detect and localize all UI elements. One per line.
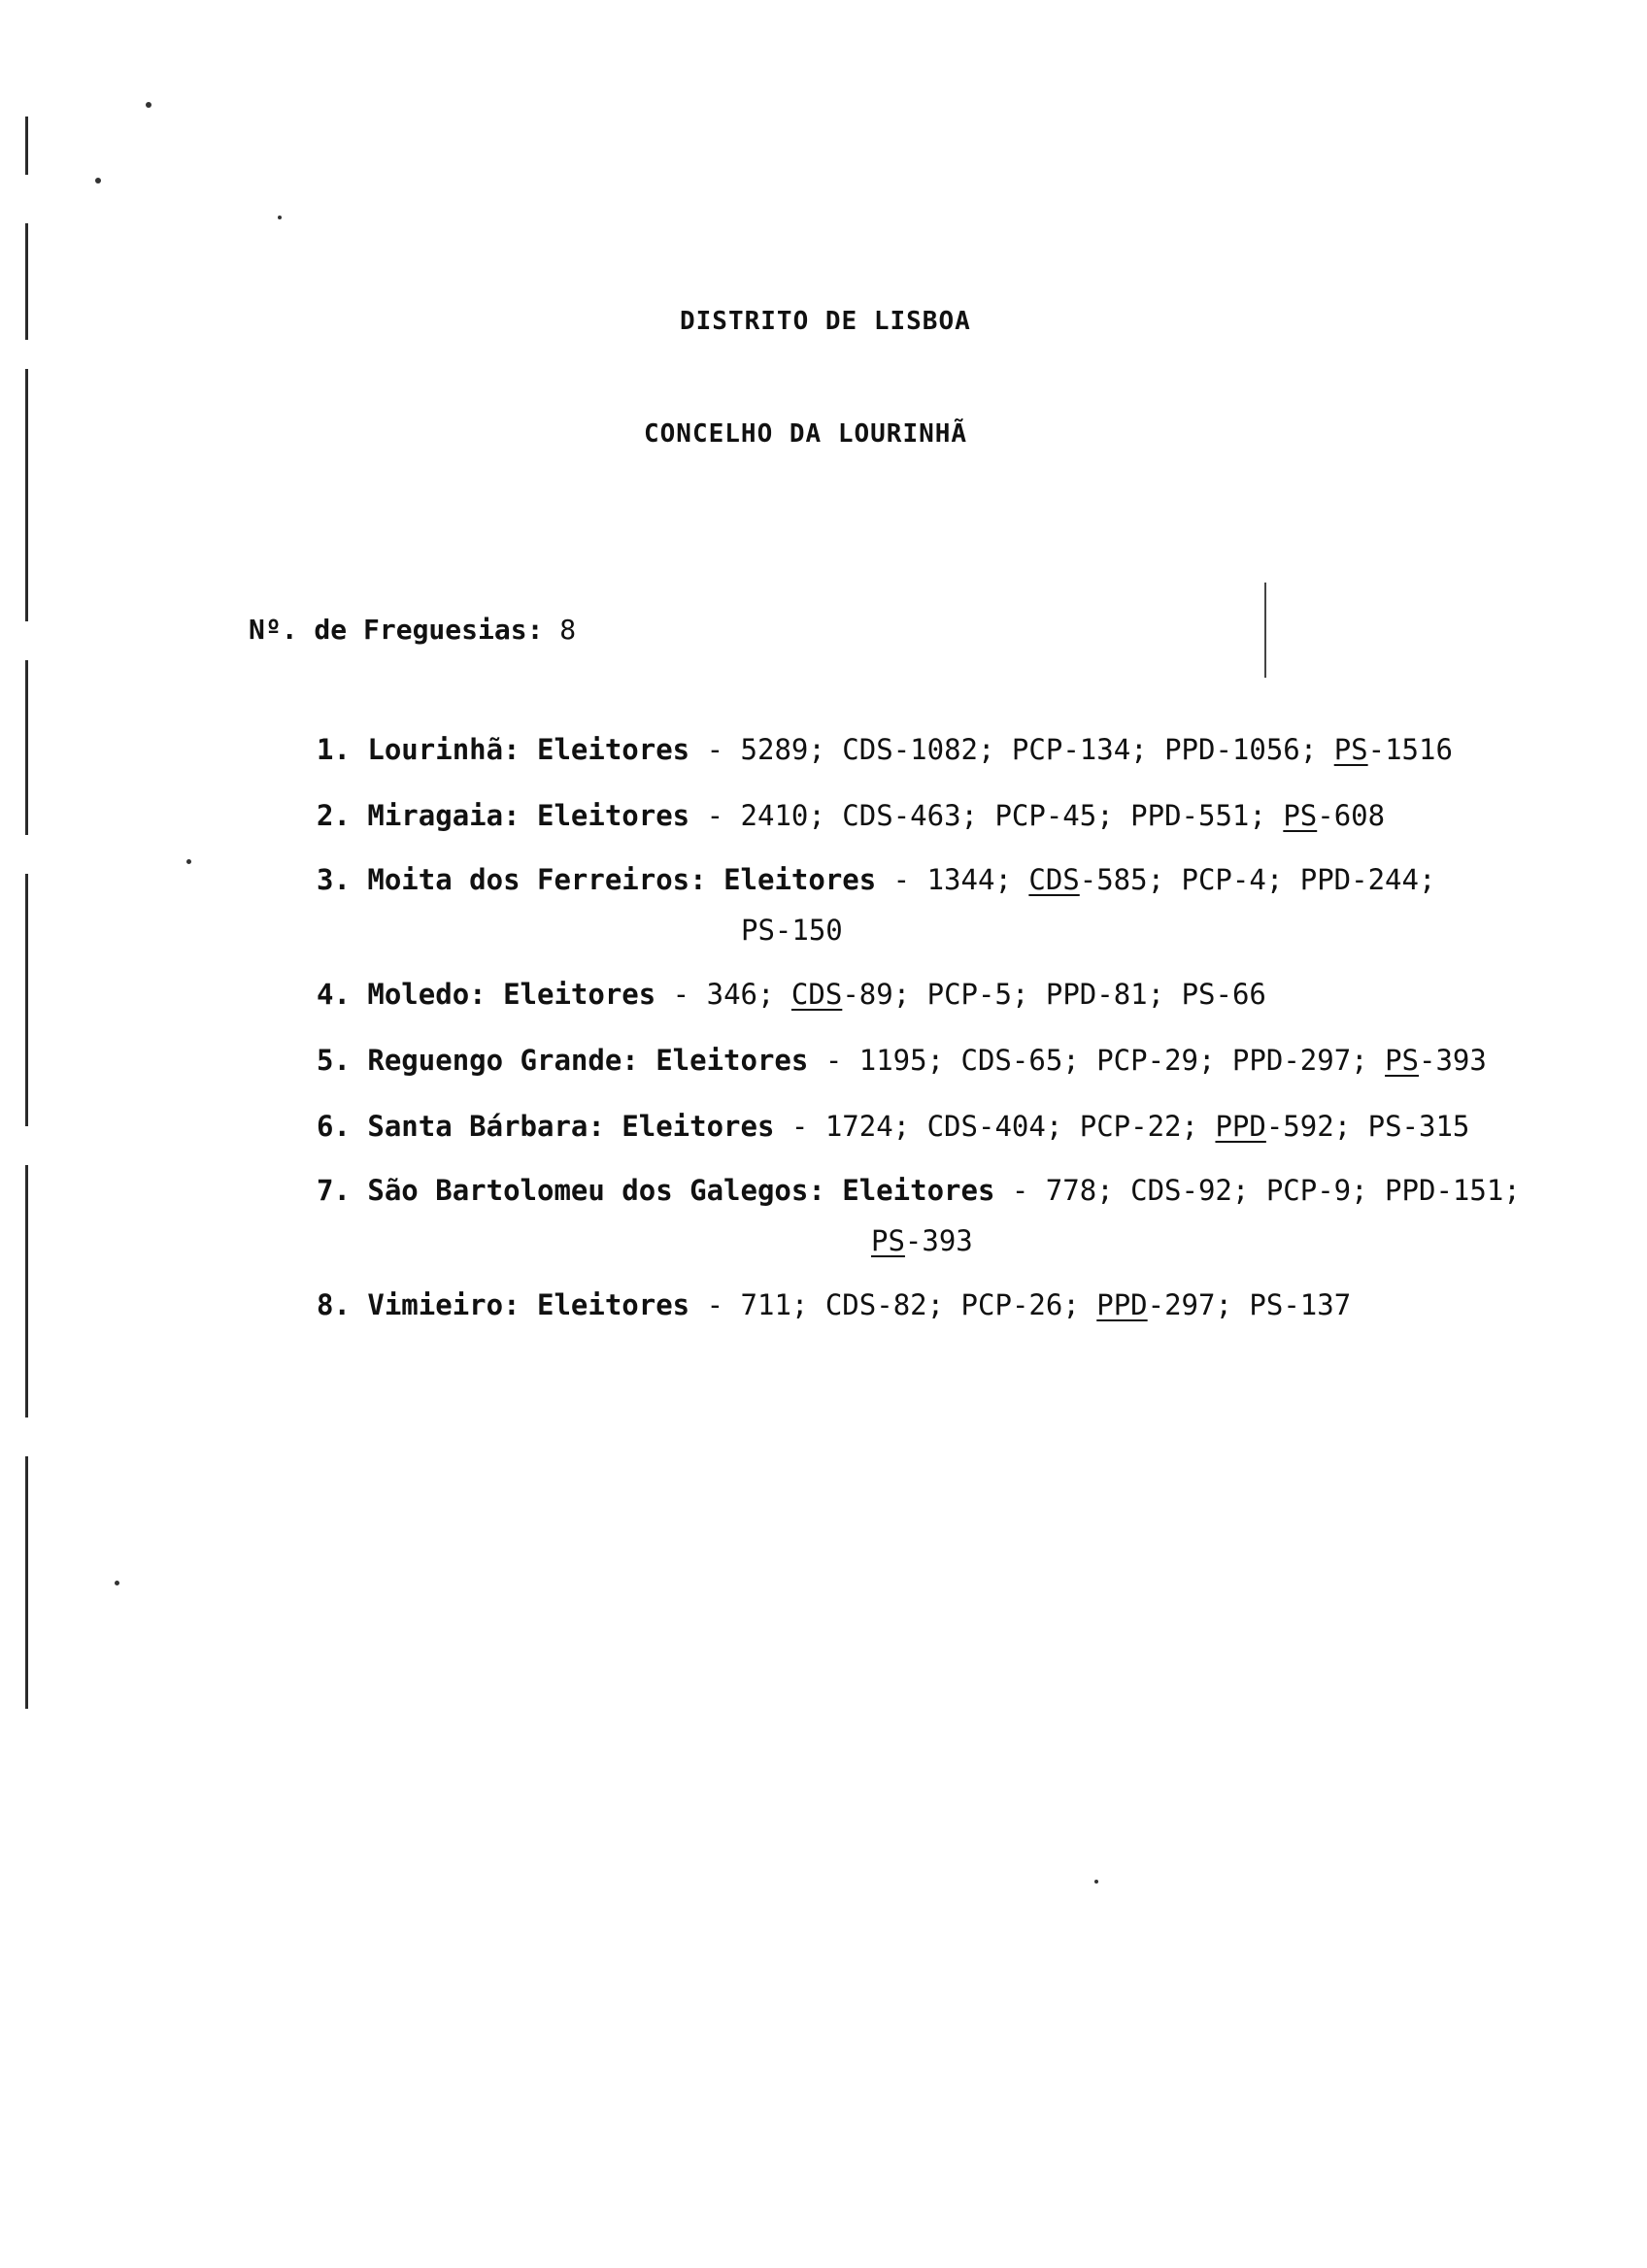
party-result: PCP-29 — [1096, 1044, 1198, 1077]
parish-entry: 7. São Bartolomeu dos Galegos: Eleitores - 778; CDS-92; PCP-9; PPD-151; PS-393 — [317, 1165, 1521, 1266]
party-result: PPD-244 — [1299, 863, 1419, 896]
voters-count: 1724 — [824, 1110, 893, 1143]
party-result: CDS-463 — [842, 799, 961, 832]
separator: - — [876, 863, 927, 896]
party-result: PS-1516 — [1333, 733, 1453, 766]
party-result: PCP-22 — [1079, 1110, 1182, 1143]
voters-count: 346 — [706, 978, 757, 1011]
voters-label: Eleitores — [537, 799, 690, 832]
party-name: PS — [1385, 1044, 1419, 1077]
scan-edge-mark — [25, 874, 28, 1126]
parish-name: Miragaia: — [367, 799, 521, 832]
parish-name: Moita dos Ferreiros: — [367, 863, 707, 896]
parish-entry: 6. Santa Bárbara: Eleitores - 1724; CDS-404; PCP-22; PPD-592; PS-315 — [317, 1110, 1470, 1143]
party-name: CDS — [1028, 863, 1080, 896]
party-name: PPD — [1231, 1044, 1284, 1077]
party-name: PCP — [1265, 1174, 1318, 1207]
voters-count: 1195 — [858, 1044, 927, 1077]
party-name: PS — [1249, 1288, 1284, 1321]
voters-label: Eleitores — [622, 1110, 775, 1143]
scan-speck — [115, 1581, 119, 1585]
separator: - — [774, 1110, 825, 1143]
scan-speck — [1094, 1880, 1098, 1884]
party-result: CDS-89 — [790, 978, 893, 1011]
party-name: CDS — [926, 1110, 978, 1143]
party-result: CDS-1082 — [842, 733, 978, 766]
party-result: PPD-297 — [1096, 1288, 1216, 1321]
parish-number: 2. — [317, 799, 351, 832]
scan-edge-mark — [25, 1165, 28, 1418]
party-result: CDS-404 — [926, 1110, 1046, 1143]
parish-number: 5. — [317, 1044, 351, 1077]
party-name: PS — [1367, 1110, 1402, 1143]
municipality-title: CONCELHO DA LOURINHÃ — [644, 419, 968, 449]
party-name: PPD — [1164, 733, 1216, 766]
party-name: PCP — [926, 978, 979, 1011]
party-result: CDS-82 — [824, 1288, 927, 1321]
scan-edge-mark — [25, 1456, 28, 1709]
party-result: PCP-45 — [994, 799, 1097, 832]
separator: - — [994, 1174, 1046, 1207]
party-name: PCP — [1181, 863, 1232, 896]
voters-label: Eleitores — [537, 1288, 690, 1321]
party-name: CDS — [842, 733, 893, 766]
party-name: PS — [871, 1224, 905, 1257]
party-result: PS-137 — [1249, 1288, 1352, 1321]
party-name: PPD — [1385, 1174, 1436, 1207]
voters-label: Eleitores — [723, 863, 877, 896]
separator: - — [689, 799, 741, 832]
party-name: PPD — [1045, 978, 1097, 1011]
party-name: CDS — [824, 1288, 877, 1321]
party-name: PS — [1333, 733, 1368, 766]
separator: - — [689, 733, 741, 766]
party-result: CDS-65 — [960, 1044, 1063, 1077]
parish-entry: 3. Moita dos Ferreiros: Eleitores - 1344; CDS-585; PCP-4; PPD-244; PS-150 — [317, 854, 1435, 955]
parish-number: 3. — [317, 863, 351, 896]
party-name: PPD — [1096, 1288, 1148, 1321]
party-name: PS — [1283, 799, 1318, 832]
voters-label: Eleitores — [842, 1174, 995, 1207]
parish-entry: 4. Moledo: Eleitores - 346; CDS-89; PCP-5; PPD-81; PS-66 — [317, 978, 1266, 1011]
scan-speck — [278, 216, 282, 219]
voters-label: Eleitores — [655, 1044, 809, 1077]
party-result: PPD-81 — [1045, 978, 1148, 1011]
party-result: PPD-151 — [1385, 1174, 1504, 1207]
scan-speck — [146, 102, 151, 108]
party-result: PS-150 — [741, 914, 843, 947]
scan-vertical-mark — [1264, 583, 1266, 678]
parish-entry: 1. Lourinhã: Eleitores - 5289; CDS-1082; PCP-134; PPD-1056; PS-1516 — [317, 733, 1453, 766]
parish-number: 4. — [317, 978, 351, 1011]
scan-edge-mark — [25, 660, 28, 835]
scan-speck — [186, 859, 191, 864]
party-name: CDS — [842, 799, 893, 832]
parish-name: Santa Bárbara: — [367, 1110, 605, 1143]
parish-number: 6. — [317, 1110, 351, 1143]
continuation-line — [317, 905, 1435, 955]
separator: - — [655, 978, 707, 1011]
party-result: PPD-297 — [1231, 1044, 1352, 1077]
party-name: PCP — [1096, 1044, 1148, 1077]
parish-entry: 2. Miragaia: Eleitores - 2410; CDS-463; PCP-45; PPD-551; PS-608 — [317, 799, 1386, 832]
parish-name: São Bartolomeu dos Galegos: — [367, 1174, 825, 1207]
party-result: PPD-592 — [1215, 1110, 1334, 1143]
party-result: PS-66 — [1181, 978, 1266, 1011]
parish-name: Vimieiro: — [367, 1288, 521, 1321]
separator: - — [689, 1288, 741, 1321]
voters-count: 711 — [740, 1288, 791, 1321]
scan-edge-mark — [25, 117, 28, 175]
party-name: CDS — [790, 978, 843, 1011]
parish-name: Lourinhã: — [367, 733, 521, 766]
district-title: DISTRITO DE LISBOA — [680, 307, 971, 336]
voters-count: 1344 — [926, 863, 995, 896]
party-name: PCP — [960, 1288, 1012, 1321]
party-result: CDS-92 — [1130, 1174, 1232, 1207]
parish-count-value: 8 — [559, 614, 577, 646]
party-result: CDS-585 — [1028, 863, 1148, 896]
parish-name: Reguengo Grande: — [367, 1044, 639, 1077]
party-result: PCP-5 — [926, 978, 1012, 1011]
party-name: PS — [741, 914, 775, 947]
party-name: PCP — [1011, 733, 1063, 766]
party-name: PS — [1181, 978, 1216, 1011]
parish-entry: 5. Reguengo Grande: Eleitores - 1195; CDS-65; PCP-29; PPD-297; PS-393 — [317, 1044, 1487, 1077]
party-name: CDS — [960, 1044, 1012, 1077]
party-name: PCP — [994, 799, 1046, 832]
parish-count — [249, 614, 576, 646]
parish-count-label: Nº. de Freguesias: — [249, 614, 544, 646]
parish-number: 7. — [317, 1174, 351, 1207]
party-name: PPD — [1215, 1110, 1266, 1143]
party-result: PPD-1056 — [1164, 733, 1300, 766]
party-result: PS-393 — [871, 1224, 973, 1257]
voters-count: 5289 — [740, 733, 809, 766]
voters-label: Eleitores — [503, 978, 656, 1011]
scan-speck — [95, 178, 101, 183]
party-result: PS-393 — [1385, 1044, 1487, 1077]
scan-edge-mark — [25, 369, 28, 621]
party-name: PCP — [1079, 1110, 1131, 1143]
party-result: PCP-134 — [1011, 733, 1131, 766]
party-name: PPD — [1299, 863, 1352, 896]
party-name: PPD — [1130, 799, 1182, 832]
separator: - — [808, 1044, 859, 1077]
voters-label: Eleitores — [537, 733, 690, 766]
scan-edge-mark — [25, 223, 28, 340]
party-result: PCP-4 — [1181, 863, 1266, 896]
parish-entry: 8. Vimieiro: Eleitores - 711; CDS-82; PCP-26; PPD-297; PS-137 — [317, 1288, 1352, 1321]
party-result: PPD-551 — [1130, 799, 1250, 832]
voters-count: 778 — [1045, 1174, 1097, 1207]
party-result: PCP-9 — [1265, 1174, 1352, 1207]
party-result: PS-608 — [1283, 799, 1386, 832]
party-result: PCP-26 — [960, 1288, 1063, 1321]
continuation-line — [317, 1216, 1521, 1266]
parish-number: 1. — [317, 733, 351, 766]
voters-count: 2410 — [740, 799, 809, 832]
parish-number: 8. — [317, 1288, 351, 1321]
party-result: PS-315 — [1367, 1110, 1470, 1143]
parish-name: Moledo: — [367, 978, 487, 1011]
party-name: CDS — [1130, 1174, 1182, 1207]
